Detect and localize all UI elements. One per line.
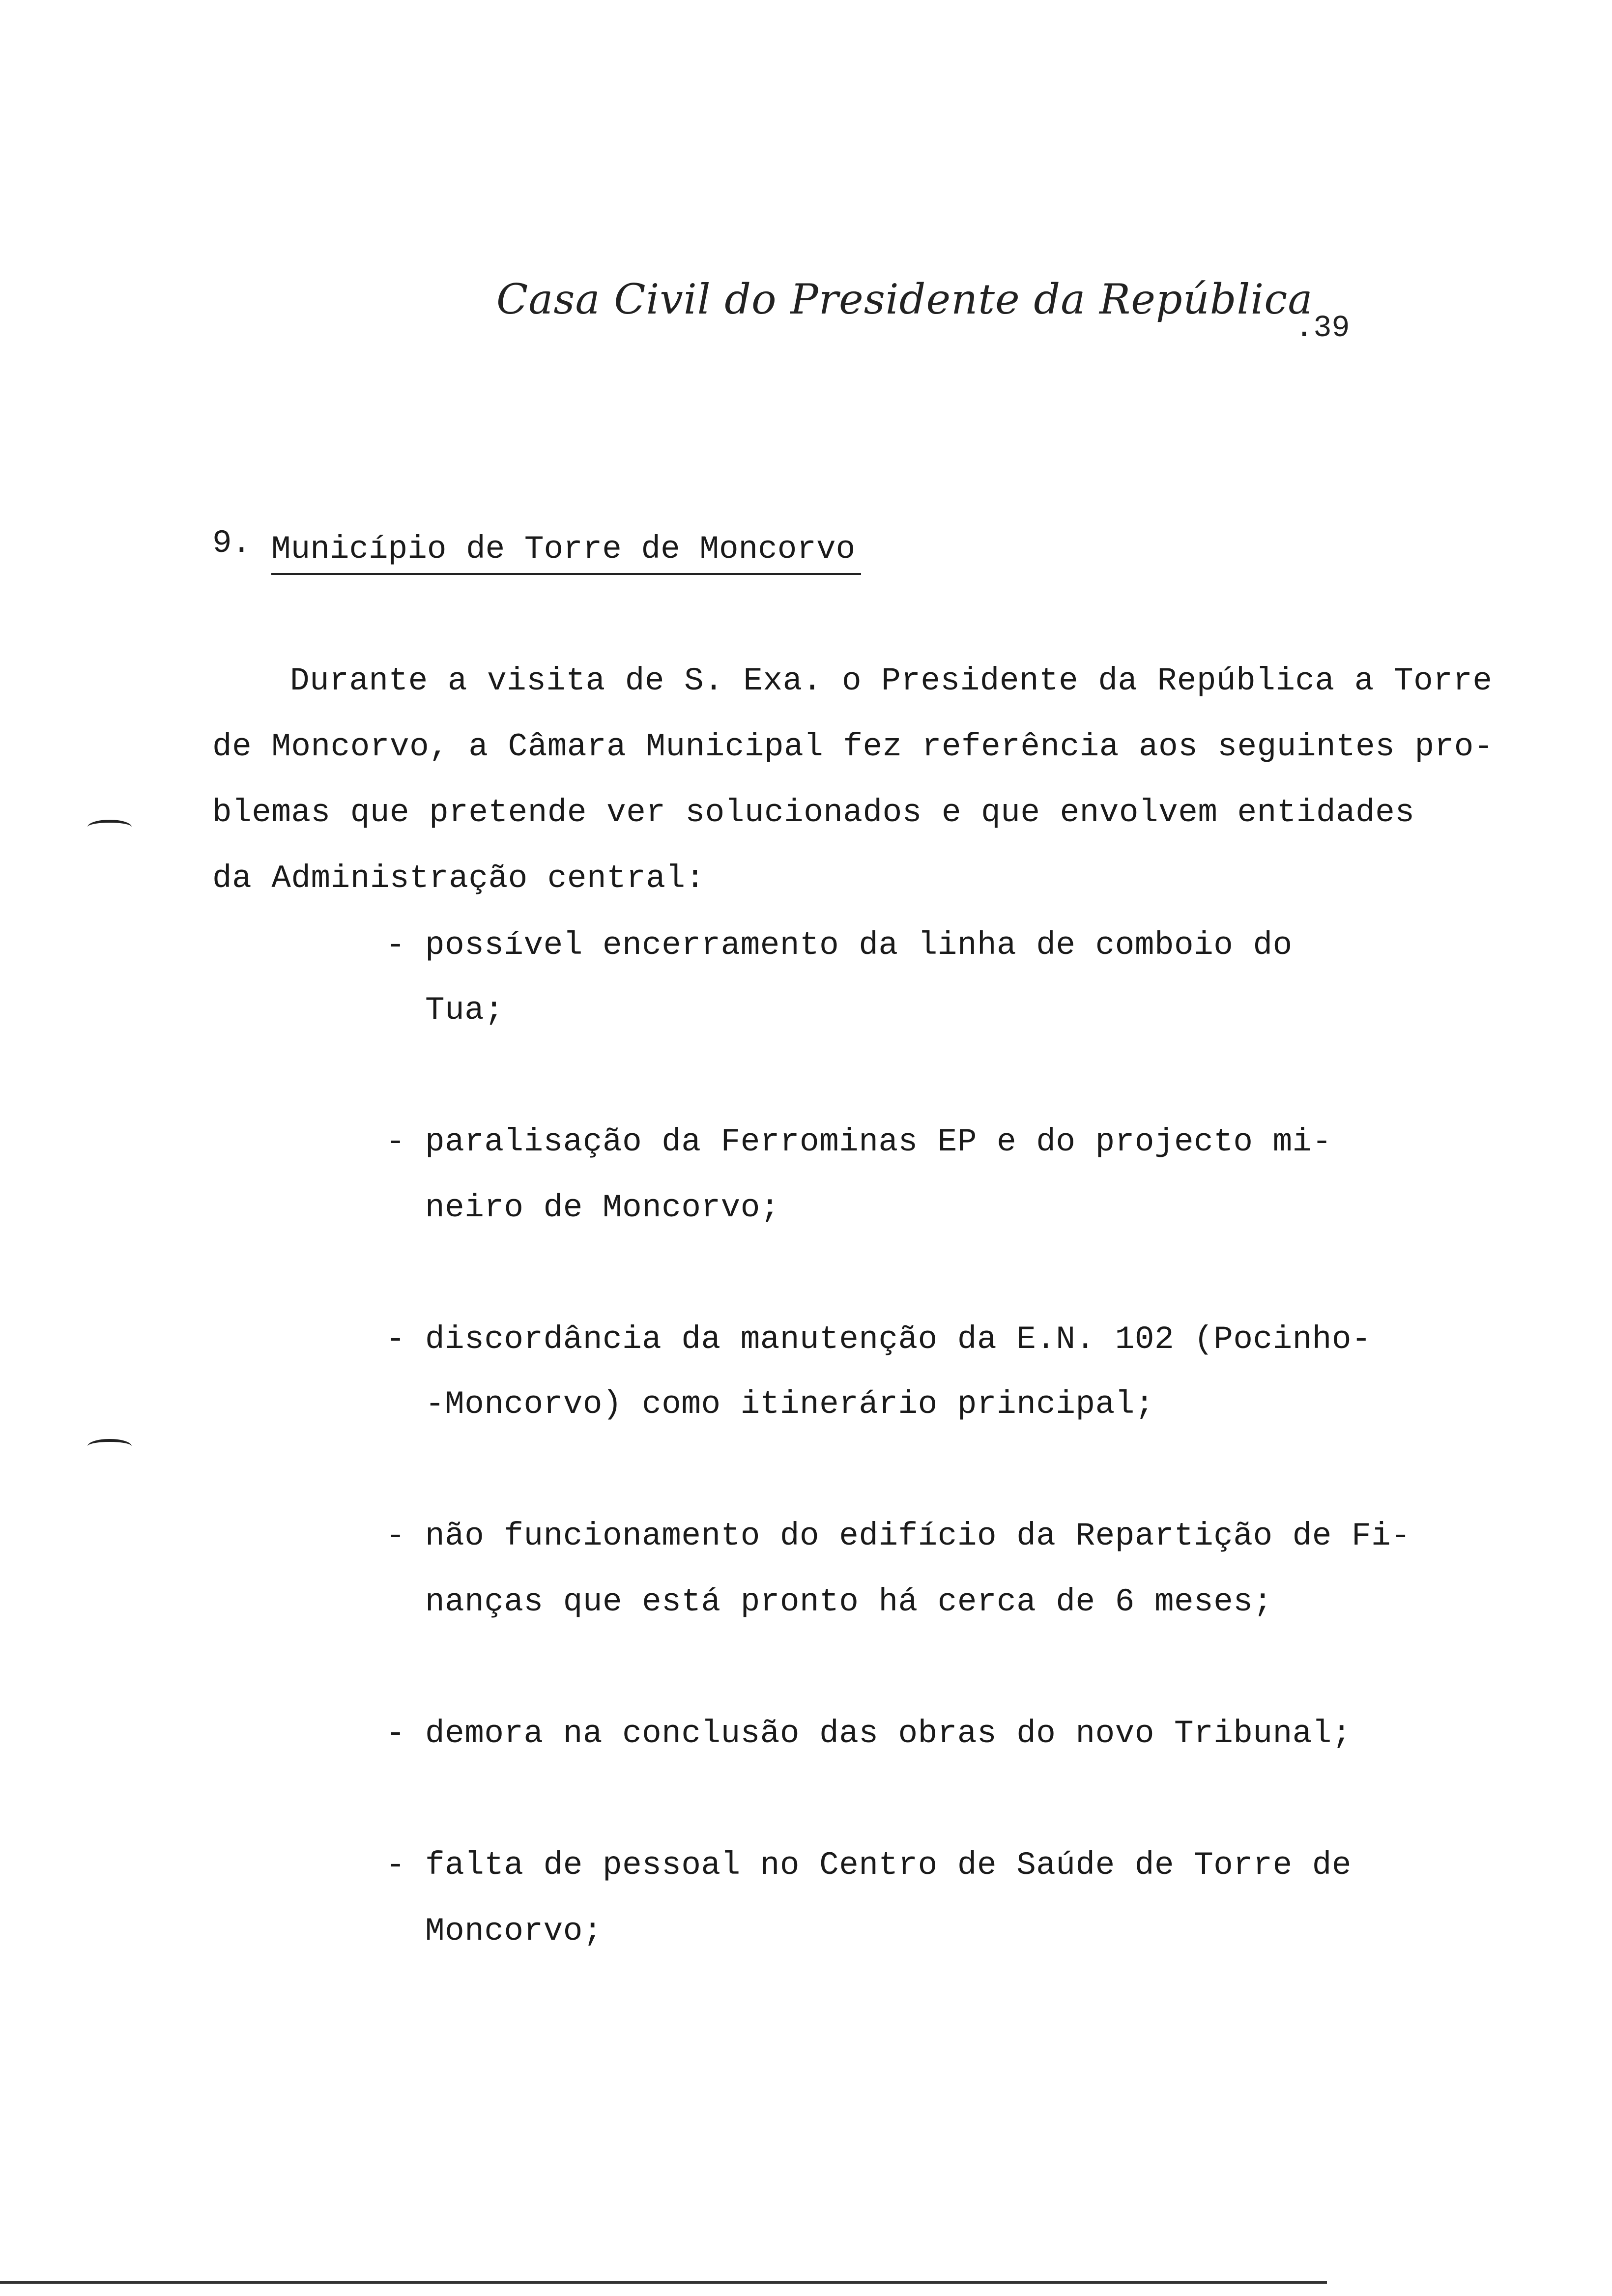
list-item-line: não funcionamento do edifício da Repartição de Fi- — [425, 1518, 1411, 1554]
list-item-line: demora na conclusão das obras do novo Tribunal; — [425, 1715, 1352, 1752]
section-title: Município de Torre de Moncorvo — [271, 531, 856, 568]
list-item-line: Tua; — [425, 992, 504, 1029]
margin-mark — [87, 820, 132, 834]
letterhead: Casa Civil do Presidente da República — [496, 275, 1313, 323]
section-number: 9. — [212, 525, 252, 562]
intro-line-4: da Administração central: — [212, 860, 705, 897]
list-item-line: falta de pessoal no Centro de Saúde de Torre de — [425, 1847, 1352, 1884]
list-item-line: -Moncorvo) como itinerário principal; — [425, 1386, 1154, 1423]
page-number: .39 — [1295, 311, 1350, 345]
intro-line-2: de Moncorvo, a Câmara Municipal fez referência aos seguintes pro- — [212, 728, 1494, 765]
list-item-line: nanças que está pronto há cerca de 6 meses; — [425, 1583, 1273, 1620]
list-item-line: Moncorvo; — [425, 1913, 603, 1950]
bottom-edge-rule — [0, 2281, 1327, 2284]
intro-line-3: blemas que pretende ver solucionados e que envolvem entidades — [212, 794, 1415, 831]
margin-mark — [87, 1439, 132, 1454]
list-item-dash: - — [386, 1518, 405, 1554]
list-item-line: discordância da manutenção da E.N. 102 (Pocinho- — [425, 1321, 1372, 1358]
list-item-line: neiro de Moncorvo; — [425, 1189, 780, 1226]
intro-line-1: Durante a visita de S. Exa. o Presidente da República a Torre — [290, 662, 1493, 699]
list-item-dash: - — [386, 1715, 405, 1752]
list-item-dash: - — [386, 1847, 405, 1884]
list-item-dash: - — [386, 1321, 405, 1358]
list-item-dash: - — [386, 1123, 405, 1160]
list-item-line: paralisação da Ferrominas EP e do projecto mi- — [425, 1123, 1332, 1160]
list-item-dash: - — [386, 927, 405, 964]
list-item-line: possível encerramento da linha de comboio do — [425, 927, 1293, 964]
section-title-underline — [271, 573, 861, 575]
